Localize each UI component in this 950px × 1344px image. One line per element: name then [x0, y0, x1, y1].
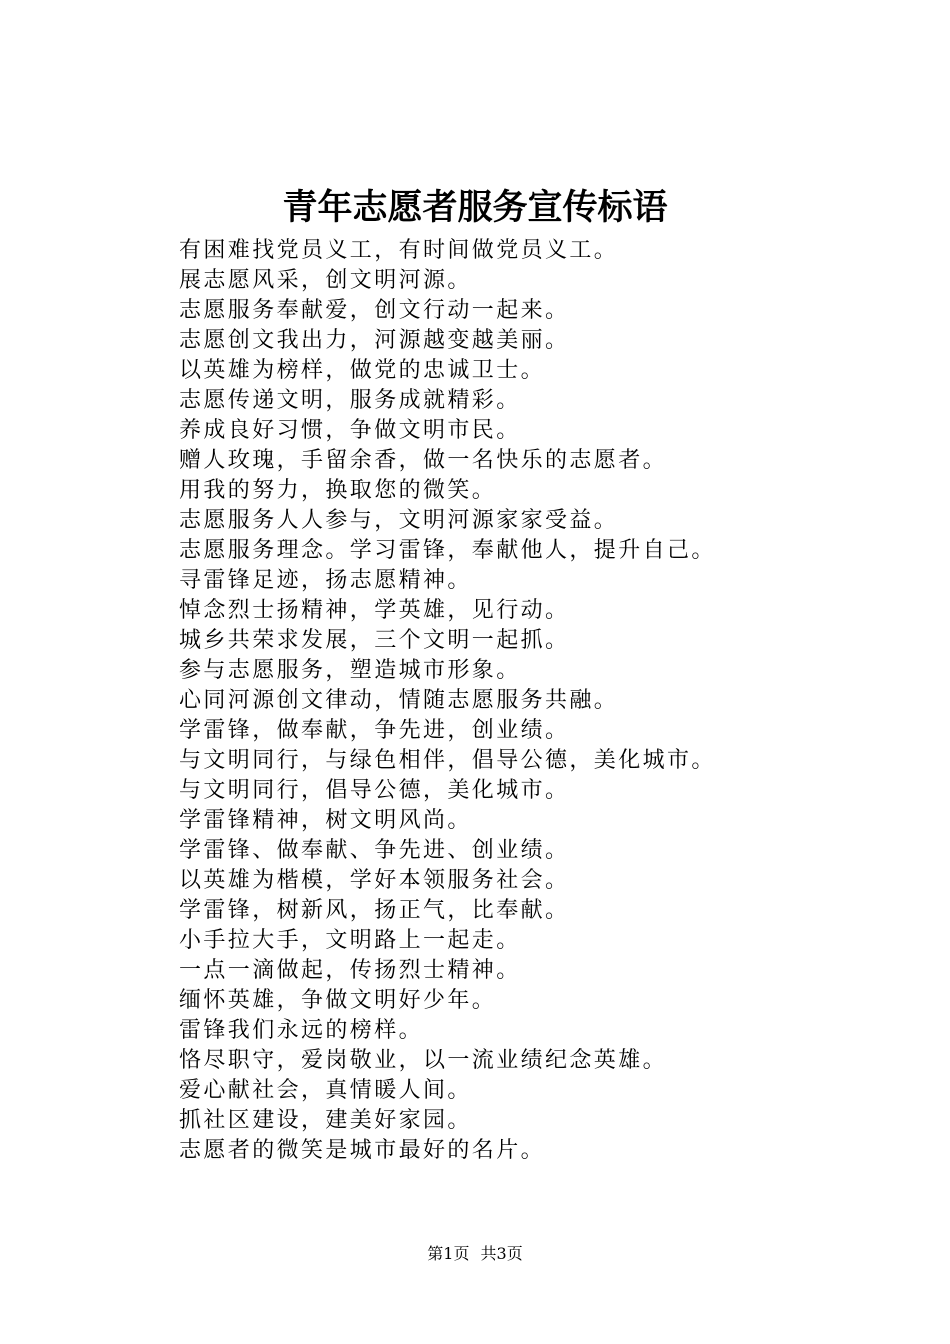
slogan-line: 用我的努力，换取您的微笑。 [179, 478, 497, 503]
slogan-line: 恪尽职守，爱岗敬业，以一流业绩纪念英雄。 [179, 1048, 668, 1073]
slogan-line: 志愿服务奉献爱，创文行动一起来。 [179, 298, 570, 323]
slogan-line: 志愿服务理念。学习雷锋，奉献他人，提升自己。 [179, 538, 716, 563]
slogan-line: 以英雄为榜样，做党的忠诚卫士。 [179, 358, 546, 383]
slogan-line: 志愿传递文明，服务成就精彩。 [179, 388, 521, 413]
slogan-list [179, 236, 939, 1166]
slogan-line: 雷锋我们永远的榜样。 [179, 1018, 424, 1043]
slogan-line: 与文明同行，与绿色相伴，倡导公德，美化城市。 [179, 748, 716, 773]
slogan-line: 心同河源创文律动，情随志愿服务共融。 [179, 688, 619, 713]
document-title: 青年志愿者服务宣传标语 [282, 187, 668, 228]
slogan-line: 一点一滴做起，传扬烈士精神。 [179, 958, 521, 983]
slogan-line: 城乡共荣求发展，三个文明一起抓。 [179, 628, 570, 653]
slogan-line: 缅怀英雄，争做文明好少年。 [179, 988, 497, 1013]
slogan-line: 悼念烈士扬精神，学英雄，见行动。 [179, 598, 570, 623]
slogan-line: 志愿创文我出力，河源越变越美丽。 [179, 328, 570, 353]
slogan-line: 志愿者的微笑是城市最好的名片。 [179, 1138, 546, 1163]
slogan-line: 志愿服务人人参与，文明河源家家受益。 [179, 508, 619, 533]
slogan-line: 寻雷锋足迹，扬志愿精神。 [179, 568, 472, 593]
slogan-line: 学雷锋，做奉献，争先进，创业绩。 [179, 718, 570, 743]
slogan-line: 小手拉大手，文明路上一起走。 [179, 928, 521, 953]
page-footer [0, 1243, 950, 1265]
slogan-line: 赠人玫瑰，手留余香，做一名快乐的志愿者。 [179, 448, 668, 473]
slogan-line: 学雷锋精神，树文明风尚。 [179, 808, 472, 833]
slogan-line: 学雷锋，树新风，扬正气，比奉献。 [179, 898, 570, 923]
slogan-line: 展志愿风采，创文明河源。 [179, 268, 472, 293]
slogan-line: 抓社区建设，建美好家园。 [179, 1108, 472, 1133]
slogan-line: 学雷锋、做奉献、争先进、创业绩。 [179, 838, 570, 863]
slogan-line: 养成良好习惯，争做文明市民。 [179, 418, 521, 443]
page-number: 第1页 [427, 1244, 470, 1263]
page-total: 共3页 [480, 1244, 523, 1263]
slogan-line: 爱心献社会，真情暖人间。 [179, 1078, 472, 1103]
slogan-line: 参与志愿服务，塑造城市形象。 [179, 658, 521, 683]
slogan-line: 以英雄为楷模，学好本领服务社会。 [179, 868, 570, 893]
slogan-line: 与文明同行，倡导公德，美化城市。 [179, 778, 570, 803]
slogan-line: 有困难找党员义工，有时间做党员义工。 [179, 238, 619, 263]
